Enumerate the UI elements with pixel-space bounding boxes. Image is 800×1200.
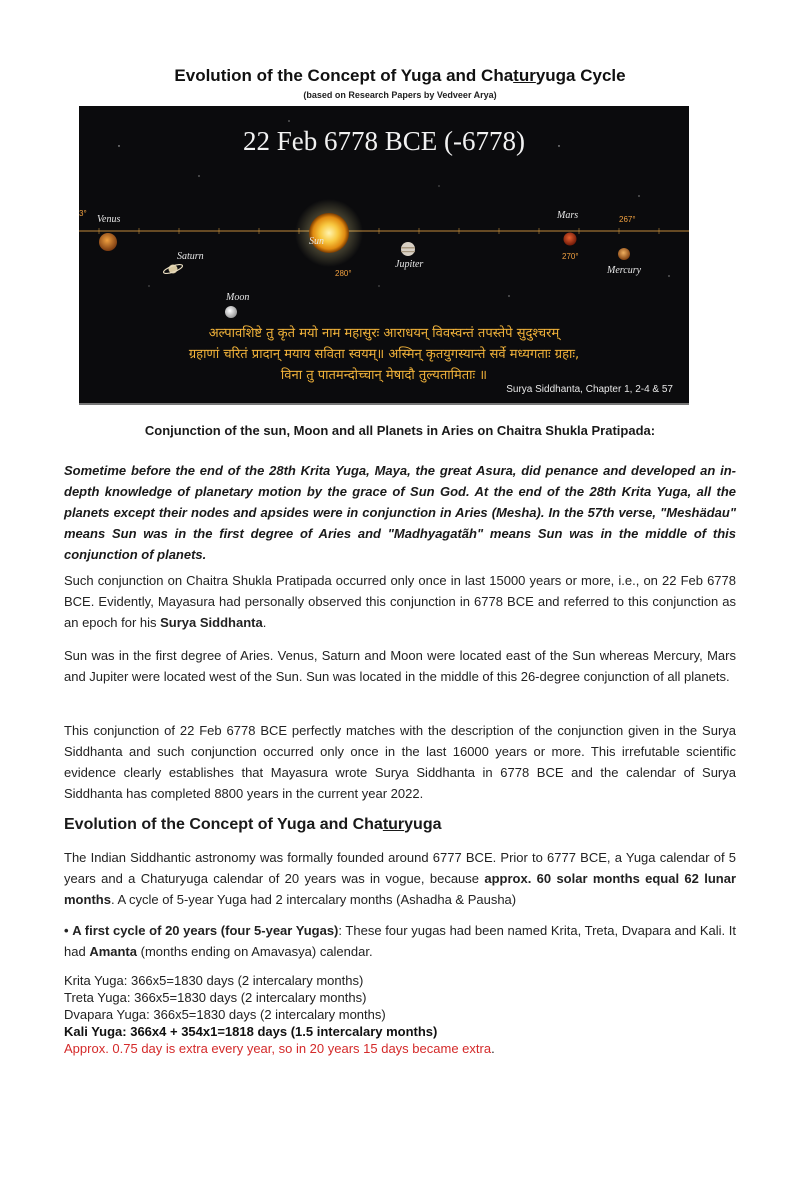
moon-label: Moon xyxy=(226,292,250,303)
bullet-paragraph: • A first cycle of 20 years (four 5-year Yugas): These four yugas had been named Krita, Treta, Dvapara and Kali. It had Amanta (months ending on Amavasya) calendar. xyxy=(64,923,737,959)
sun-body xyxy=(309,213,349,253)
title-text-2: yuga Cycle xyxy=(535,66,626,85)
conjunction-figure xyxy=(79,106,689,405)
moon-planet xyxy=(225,306,237,318)
sun-degree: 280° xyxy=(335,269,352,278)
yuga-list xyxy=(64,972,736,1057)
title-text-underlined: tur xyxy=(513,66,536,85)
document-title xyxy=(0,66,800,86)
sanskrit-verse-line-1: अल्पावशिष्टे तु कृते मयो नाम महासुरः आराधयन् विवस्वन्तं तपस्तेपे सुदुश्चरम् xyxy=(208,326,560,341)
sun-label: Sun xyxy=(309,236,324,247)
figure-source: Surya Siddhanta, Chapter 1, 2-4 & 57 xyxy=(506,384,673,395)
degree-right-edge: 267° xyxy=(619,215,636,224)
document-subtitle: (based on Research Papers by Vedveer Arya) xyxy=(303,90,497,100)
mercury-planet xyxy=(618,248,630,260)
bullet-icon: • xyxy=(64,923,69,938)
sanskrit-verse-line-2: ग्रहाणां चरितं प्रादान् मयाय सविता स्वयम्॥ अस्मिन् कृतयुगस्यान्ते सर्वे मध्यगताः ग्रहाः, xyxy=(188,347,580,362)
section-heading: Evolution of the Concept of Yuga and Chaturyuga xyxy=(64,816,442,833)
yuga-kali: Kali Yuga: 366x4 + 354x1=1818 days (1.5 intercalary months) xyxy=(64,1024,438,1039)
yuga-treta: Treta Yuga: 366x5=1830 days (2 intercalary months) xyxy=(64,990,367,1005)
section-paragraph: The Indian Siddhantic astronomy was formally founded around 6777 BCE. Prior to 6777 BCE, a Yuga calendar of 5 years and a Chaturyuga calendar of 20 years was in vogue, because approx. 60 solar months equal 62 lunar months. A cycle of 5-year Yuga had 2 intercalary months (Ashadha & Pausha) xyxy=(64,850,737,907)
jupiter-label: Jupiter xyxy=(395,259,424,270)
figure-caption: Conjunction of the sun, Moon and all Planets in Aries on Chaitra Shukla Pratipada: xyxy=(144,423,656,438)
paragraph-3: This conjunction of 22 Feb 6778 BCE perfectly matches with the description of the conjunction given in the Surya Siddhanta and such conjunction occurred only once in the last 16000 years or more. This irrefutable scientific evidence clearly establishes that Mayasura wrote Surya Siddhanta in 6778 BCE and the calendar of Surya Siddhanta has completed 8800 years in the current year 2022. xyxy=(64,723,736,801)
yuga-dvapara: Dvapara Yuga: 366x5=1830 days (2 intercalary months) xyxy=(64,1007,386,1022)
mars-label: Mars xyxy=(557,210,579,221)
venus-planet xyxy=(99,233,117,251)
intro-paragraph: Sometime before the end of the 28th Krita Yuga, Maya, the great Asura, did penance and developed an in-depth knowledge of planetary motion by the grace of Sun God. At the end of the 28th Krita Yuga, all the planets except their nodes and apsides were in conjunction in Aries (Mesha). In the 57th verse, "Meshädau" means Sun was in the first degree of Aries and "Madhyagatãh" means Sun was in the middle of this conjunction of planets. xyxy=(64,463,736,562)
degree-left-edge: 3° xyxy=(79,209,87,218)
conjunction-date-label: 22 Feb 6778 BCE (-6778) xyxy=(243,126,525,156)
sanskrit-verse-line-3: विना तु पातमन्दोच्चान् मेषादौ तुल्यतामिताः ॥ xyxy=(280,368,488,383)
title-text-1: Evolution of the Concept of Yuga and Cha xyxy=(174,66,514,85)
saturn-planet xyxy=(163,263,184,275)
jupiter-planet xyxy=(401,242,415,256)
saturn-label: Saturn xyxy=(177,251,204,262)
paragraph-2: Sun was in the first degree of Aries. Venus, Saturn and Moon were located east of the Sun whereas Mercury, Mars and Jupiter were located west of the Sun. Sun was located in the middle of this 26-degree conjunction of all planets. xyxy=(64,648,736,684)
paragraph-1: Such conjunction on Chaitra Shukla Pratipada occurred only once in last 15000 years or more, i.e., on 22 Feb 6778 BCE. Evidently, Mayasura had personally observed this conjunction in 6778 BCE and referred to this conjunction as an epoch for his Surya Siddhanta. xyxy=(64,573,736,630)
mercury-label: Mercury xyxy=(607,265,642,276)
venus-label: Venus xyxy=(97,214,121,225)
mars-degree: 270° xyxy=(562,252,579,261)
yuga-krita: Krita Yuga: 366x5=1830 days (2 intercalary months) xyxy=(64,973,364,988)
yuga-note: Approx. 0.75 day is extra every year, so in 20 years 15 days became extra. xyxy=(64,1041,495,1056)
mars-planet xyxy=(564,233,577,246)
surya-siddhanta-bold: Surya Siddhanta xyxy=(160,615,263,630)
